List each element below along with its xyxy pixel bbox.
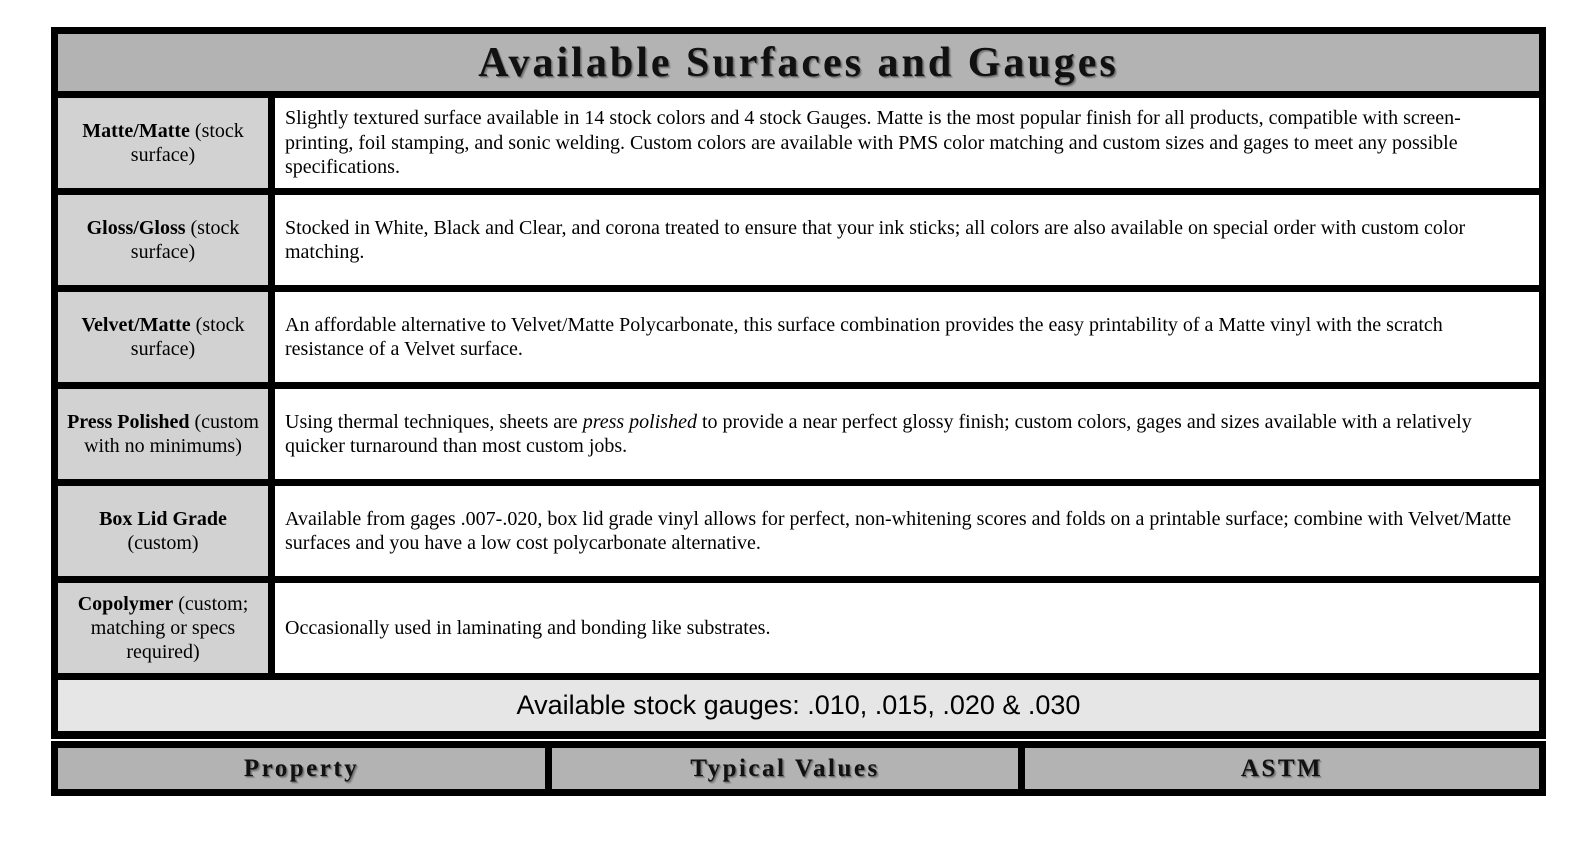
surface-description bbox=[275, 98, 1539, 188]
surface-name-note: (custom; matching or specs required) bbox=[90, 593, 249, 663]
surface-name-bold: Matte/Matte bbox=[82, 120, 190, 142]
surface-name-note: (stock surface) bbox=[130, 120, 244, 166]
surface-description bbox=[275, 292, 1539, 382]
surface-description bbox=[275, 389, 1539, 479]
property-table-header bbox=[51, 741, 1546, 796]
surface-description bbox=[275, 486, 1539, 576]
description-text: Slightly textured surface available in 14 stock colors and 4 stock Gauges. Matte is the most popular finish for all products, compatible with screen-printing, foil stamping, and sonic welding. Custom colors are available with PMS color matching and custom sizes and gages to meet any possible specifications. bbox=[285, 107, 1461, 179]
surface-name bbox=[58, 98, 268, 188]
surface-name-bold: Velvet/Matte bbox=[81, 314, 191, 336]
surface-name-bold: Box Lid Grade bbox=[99, 508, 227, 530]
table-row bbox=[58, 292, 1539, 382]
column-header-property: Property bbox=[58, 748, 545, 789]
table-row bbox=[58, 195, 1539, 285]
surfaces-table bbox=[51, 27, 1546, 739]
surface-name-bold: Gloss/Gloss bbox=[86, 217, 186, 239]
description-text-cont: to provide a near perfect glossy finish; custom colors, gages and sizes available with a relatively quicker turnaround than most custom jobs. bbox=[285, 410, 1472, 457]
surface-name-note: (stock surface) bbox=[130, 314, 245, 360]
table-title: Available Surfaces and Gauges bbox=[58, 34, 1539, 91]
surface-name-bold: Copolymer bbox=[77, 593, 174, 615]
table-row bbox=[58, 583, 1539, 673]
description-text: Available from gages .007-.020, box lid grade vinyl allows for perfect, non-whitening scores and folds on a printable surface; combine with Velvet/Matte surfaces and you have a low cost polycarbonate alternative. bbox=[285, 507, 1512, 554]
surface-name-note: (custom) bbox=[127, 532, 199, 554]
surface-name bbox=[58, 583, 268, 673]
surface-name-note: (stock surface) bbox=[130, 217, 240, 263]
table-row bbox=[58, 486, 1539, 576]
description-text: Using thermal techniques, sheets are bbox=[285, 410, 583, 433]
surface-name bbox=[58, 486, 268, 576]
stock-gauges-note: Available stock gauges: .010, .015, .020 & .030 bbox=[58, 680, 1539, 731]
surface-description bbox=[275, 583, 1539, 673]
surface-name bbox=[58, 292, 268, 382]
surface-name bbox=[58, 195, 268, 285]
column-header-astm: ASTM bbox=[1025, 748, 1539, 789]
surface-description bbox=[275, 195, 1539, 285]
surface-name-note: (custom with no minimums) bbox=[84, 411, 259, 457]
table-row bbox=[58, 98, 1539, 188]
description-text: Occasionally used in laminating and bonding like substrates. bbox=[285, 616, 771, 639]
surface-name-bold: Press Polished bbox=[67, 411, 190, 433]
description-emphasis: press polished bbox=[582, 410, 697, 433]
column-header-typical-values: Typical Values bbox=[552, 748, 1018, 789]
description-text: An affordable alternative to Velvet/Matte Polycarbonate, this surface combination provides the easy printability of a Matte vinyl with the scratch resistance of a Velvet surface. bbox=[285, 313, 1443, 360]
table-row bbox=[58, 389, 1539, 479]
description-text: Stocked in White, Black and Clear, and corona treated to ensure that your ink sticks; all colors are also available on special order with custom color matching. bbox=[285, 216, 1466, 263]
surface-name bbox=[58, 389, 268, 479]
